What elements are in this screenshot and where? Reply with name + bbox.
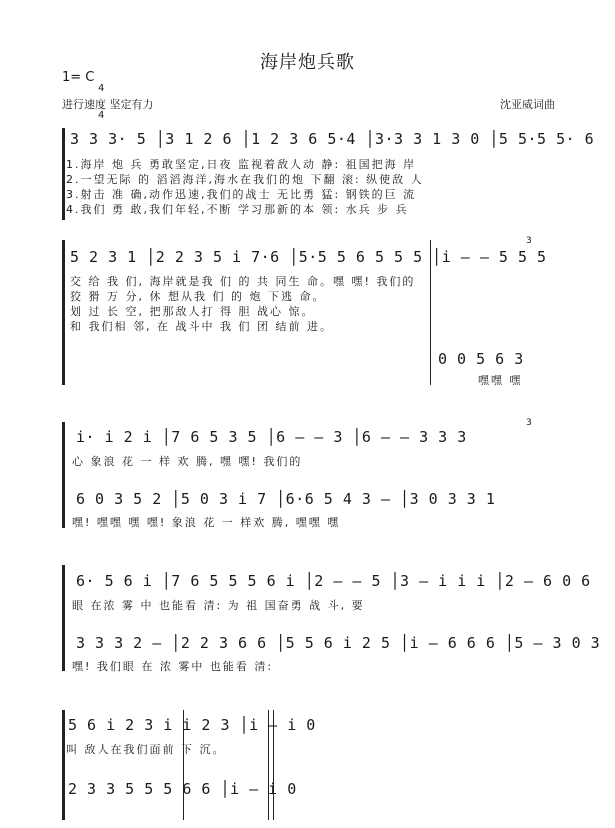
system-2-lyric-2: 狡 猾 万 分, 休 想从我 们 的 炮 下逃 命。 <box>70 290 326 303</box>
system-4-upper-lyric: 眼 在浓 雾 中 也能看 清: 为 祖 国奋勇 战 斗, 要 <box>72 599 365 612</box>
system-1-notes: 3 3 3· 5 │3 1 2 6 │1 2 3 6 5·4 │3·3 3 1 3 0 │5 5·5 5· 6 <box>70 130 595 148</box>
meter-top: 4 <box>98 83 105 94</box>
system-3-lower-notes: 6 0 3 5 2 │5 0 3 i 7 │6·6 5 4 3 — │3 0 3 3 1 <box>76 490 496 508</box>
system-4-lower-lyric: 嘿! 我们眼 在 浓 雾中 也能看 清: <box>72 660 274 673</box>
system-1-lyric-4: 4.我们 勇 敢,我们年轻,不断 学习那新的本 领: 水兵 步 兵 <box>66 203 409 216</box>
key-signature: 1= C <box>62 70 95 85</box>
system-3-upper-lyric: 心 象浪 花 一 样 欢 腾, 嘿 嘿! 我们的 <box>72 455 303 468</box>
system-2-lyric-1: 交 给 我 们, 海岸就是我 们 的 共 同生 命。嘿 嘿! 我们的 <box>70 275 416 288</box>
meter-bottom: 4 <box>98 110 105 121</box>
system-2-lower-lyric: 嘿嘿 嘿 <box>478 374 523 387</box>
system-4-upper-notes: 6· 5 6 i │7 6 5 5 5 6 i │2 — — 5 │3 — i i i │2 — 6 0 6 <box>76 572 591 590</box>
system-5-upper-lyric: 叫 敌人在我们面前 下 沉。 <box>66 743 226 756</box>
triplet-mark-2: 3 <box>526 418 532 428</box>
system-1-lyric-2: 2.一望无际 的 滔滔海洋,海水在我们的炮 下翻 滚: 纵使敌 人 <box>66 173 424 186</box>
song-title: 海岸炮兵歌 <box>260 52 355 73</box>
system-1-lyric-3: 3.射击 准 确,动作迅速,我们的战士 无比勇 猛: 钢铁的巨 流 <box>66 188 417 201</box>
system-2-lyric-3: 划 过 长 空, 把那敌人打 得 胆 战心 惊。 <box>70 305 315 318</box>
system-5-lower-notes: 2 3 3 5 5 5 6 6 │i — i 0 <box>68 780 297 798</box>
tempo-marking: 进行速度 坚定有力 <box>62 98 154 111</box>
system-1-lyric-1: 1.海岸 炮 兵 勇敢坚定,日夜 监视着敌人动 静: 祖国把海 岸 <box>66 158 417 171</box>
system-2-lyric-4: 和 我们相 邻, 在 战斗中 我 们 团 结前 进。 <box>70 320 333 333</box>
system-3-upper-notes: i· i 2 i │7 6 5 3 5 │6 — — 3 │6 — — 3 3 3 <box>76 428 467 446</box>
system-2-lower-notes: 0 0 5 6 3 <box>438 350 524 368</box>
system-3-lower-lyric: 嘿! 嘿嘿 嘿 嘿! 象浪 花 一 样欢 腾, 嘿嘿 嘿 <box>72 516 341 529</box>
system-5-upper-notes: 5 6 i 2 3 i i 2 3 │i — i 0 <box>68 716 316 734</box>
system-4-lower-notes: 3 3 3 2 — │2 2 3 6 6 │5 5 6 i 2 5 │i — 6 6 6 │5 — 3 0 3 <box>76 634 601 652</box>
system-2-notes: 5 2 3 1 │2 2 3 5 i 7·6 │5·5 5 6 5 5 5 │i — — 5 5 5 <box>70 248 547 266</box>
triplet-mark: 3 <box>526 236 532 246</box>
composer-credit: 沈亚威词曲 <box>500 98 555 111</box>
